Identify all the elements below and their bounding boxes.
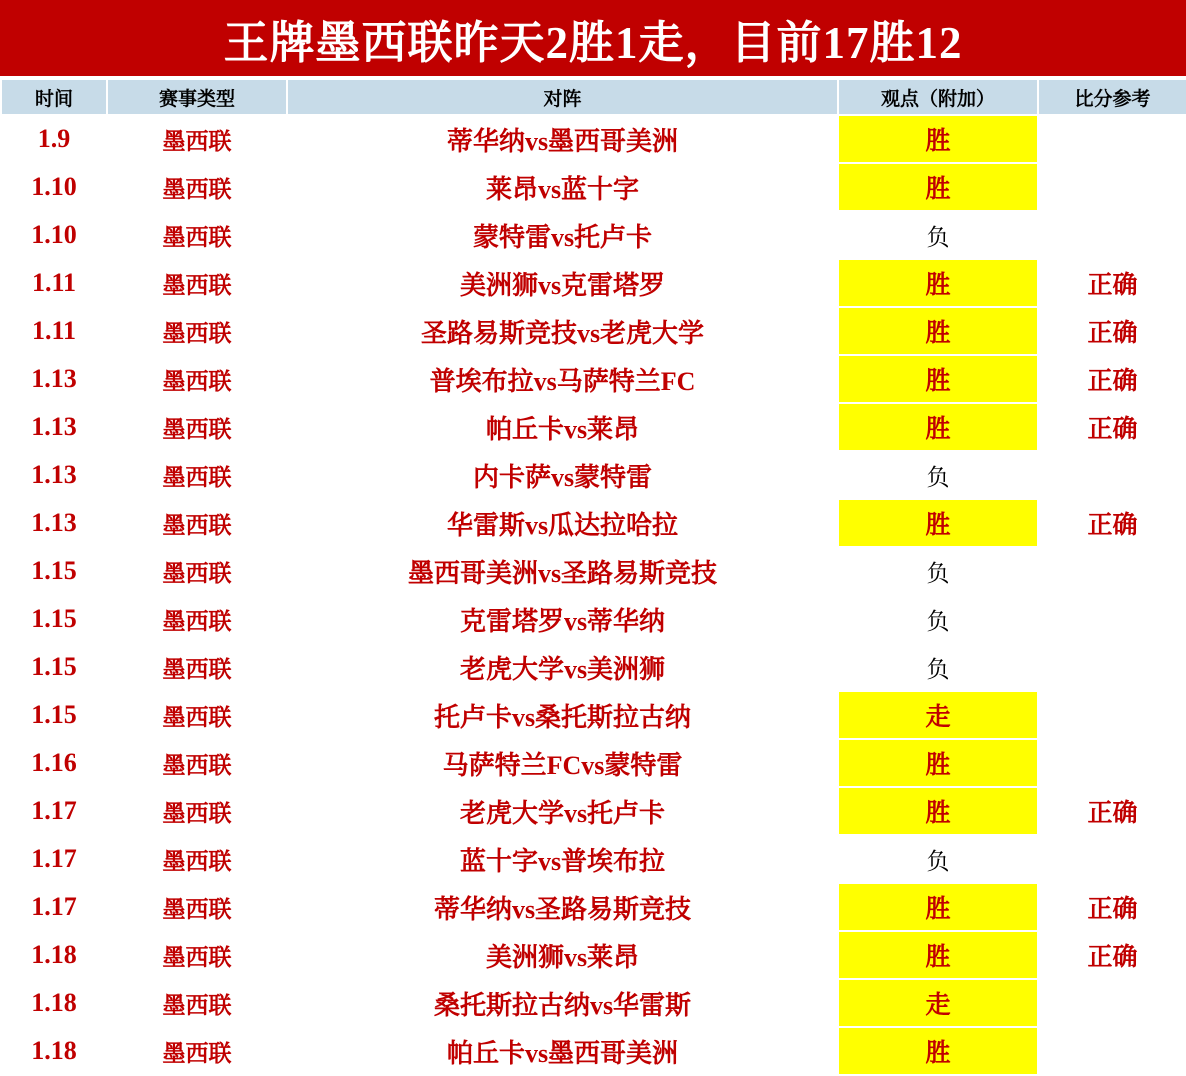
cell-time: 1.15 xyxy=(1,691,107,739)
cell-view: 胜 xyxy=(838,883,1038,931)
table-row xyxy=(1,883,1186,931)
cell-league: 墨西联 xyxy=(107,595,287,643)
cell-match: 圣路易斯竞技vs老虎大学 xyxy=(287,307,838,355)
cell-league: 墨西联 xyxy=(107,883,287,931)
column-header-view: 观点（附加） xyxy=(838,79,1038,115)
table-row xyxy=(1,739,1186,787)
table-row xyxy=(1,403,1186,451)
cell-score: 正确 xyxy=(1038,403,1186,451)
table-row xyxy=(1,595,1186,643)
cell-view: 走 xyxy=(838,691,1038,739)
cell-match: 普埃布拉vs马萨特兰FC xyxy=(287,355,838,403)
table-row xyxy=(1,499,1186,547)
cell-league: 墨西联 xyxy=(107,499,287,547)
cell-time: 1.17 xyxy=(1,787,107,835)
cell-score xyxy=(1038,643,1186,691)
cell-view: 负 xyxy=(838,211,1038,259)
cell-time: 1.11 xyxy=(1,307,107,355)
cell-view: 负 xyxy=(838,547,1038,595)
cell-time: 1.15 xyxy=(1,643,107,691)
column-header-time: 时间 xyxy=(1,79,107,115)
cell-match: 桑托斯拉古纳vs华雷斯 xyxy=(287,979,838,1027)
table-row xyxy=(1,451,1186,499)
cell-league: 墨西联 xyxy=(107,355,287,403)
cell-league: 墨西联 xyxy=(107,307,287,355)
cell-match: 蓝十字vs普埃布拉 xyxy=(287,835,838,883)
cell-league: 墨西联 xyxy=(107,547,287,595)
cell-view: 胜 xyxy=(838,931,1038,979)
column-header-league: 赛事类型 xyxy=(107,79,287,115)
page-title: 王牌墨西联昨天2胜1走，目前17胜12 xyxy=(223,17,963,68)
cell-match: 帕丘卡vs墨西哥美洲 xyxy=(287,1027,838,1075)
cell-view: 负 xyxy=(838,595,1038,643)
table-row xyxy=(1,163,1186,211)
title-banner xyxy=(0,0,1186,78)
cell-match: 华雷斯vs瓜达拉哈拉 xyxy=(287,499,838,547)
cell-league: 墨西联 xyxy=(107,259,287,307)
cell-view: 负 xyxy=(838,835,1038,883)
table-row xyxy=(1,787,1186,835)
cell-score xyxy=(1038,595,1186,643)
cell-view: 胜 xyxy=(838,307,1038,355)
cell-league: 墨西联 xyxy=(107,931,287,979)
cell-score xyxy=(1038,691,1186,739)
cell-time: 1.17 xyxy=(1,835,107,883)
cell-time: 1.13 xyxy=(1,451,107,499)
cell-league: 墨西联 xyxy=(107,451,287,499)
cell-time: 1.15 xyxy=(1,547,107,595)
table-row xyxy=(1,1027,1186,1075)
table-row xyxy=(1,643,1186,691)
cell-score: 正确 xyxy=(1038,931,1186,979)
column-header-score: 比分参考 xyxy=(1038,79,1186,115)
cell-match: 蒂华纳vs圣路易斯竞技 xyxy=(287,883,838,931)
cell-score xyxy=(1038,451,1186,499)
cell-score: 正确 xyxy=(1038,787,1186,835)
cell-score xyxy=(1038,163,1186,211)
cell-score: 正确 xyxy=(1038,499,1186,547)
cell-time: 1.16 xyxy=(1,739,107,787)
cell-view: 胜 xyxy=(838,739,1038,787)
cell-view: 胜 xyxy=(838,1027,1038,1075)
table-row xyxy=(1,355,1186,403)
cell-league: 墨西联 xyxy=(107,211,287,259)
cell-match: 蒂华纳vs墨西哥美洲 xyxy=(287,115,838,163)
cell-score xyxy=(1038,211,1186,259)
cell-match: 托卢卡vs桑托斯拉古纳 xyxy=(287,691,838,739)
cell-match: 墨西哥美洲vs圣路易斯竞技 xyxy=(287,547,838,595)
cell-time: 1.11 xyxy=(1,259,107,307)
cell-match: 内卡萨vs蒙特雷 xyxy=(287,451,838,499)
cell-time: 1.18 xyxy=(1,979,107,1027)
cell-view: 走 xyxy=(838,979,1038,1027)
cell-score xyxy=(1038,115,1186,163)
cell-view: 胜 xyxy=(838,499,1038,547)
cell-time: 1.13 xyxy=(1,403,107,451)
table-row xyxy=(1,691,1186,739)
cell-league: 墨西联 xyxy=(107,403,287,451)
cell-time: 1.10 xyxy=(1,211,107,259)
table-row xyxy=(1,307,1186,355)
cell-score: 正确 xyxy=(1038,883,1186,931)
cell-time: 1.15 xyxy=(1,595,107,643)
cell-league: 墨西联 xyxy=(107,739,287,787)
cell-league: 墨西联 xyxy=(107,691,287,739)
cell-league: 墨西联 xyxy=(107,163,287,211)
cell-view: 胜 xyxy=(838,115,1038,163)
cell-view: 胜 xyxy=(838,163,1038,211)
column-header-match: 对阵 xyxy=(287,79,838,115)
table-header xyxy=(1,79,1186,115)
cell-time: 1.17 xyxy=(1,883,107,931)
cell-time: 1.18 xyxy=(1,1027,107,1075)
cell-match: 老虎大学vs托卢卡 xyxy=(287,787,838,835)
cell-match: 美洲狮vs莱昂 xyxy=(287,931,838,979)
cell-league: 墨西联 xyxy=(107,835,287,883)
cell-league: 墨西联 xyxy=(107,643,287,691)
cell-time: 1.13 xyxy=(1,355,107,403)
table-row xyxy=(1,547,1186,595)
cell-league: 墨西联 xyxy=(107,115,287,163)
cell-score xyxy=(1038,739,1186,787)
cell-score xyxy=(1038,979,1186,1027)
table-row xyxy=(1,835,1186,883)
cell-league: 墨西联 xyxy=(107,1027,287,1075)
cell-match: 克雷塔罗vs蒂华纳 xyxy=(287,595,838,643)
cell-match: 蒙特雷vs托卢卡 xyxy=(287,211,838,259)
table-body xyxy=(1,115,1186,1075)
cell-score xyxy=(1038,1027,1186,1075)
cell-time: 1.9 xyxy=(1,115,107,163)
cell-match: 美洲狮vs克雷塔罗 xyxy=(287,259,838,307)
cell-match: 马萨特兰FCvs蒙特雷 xyxy=(287,739,838,787)
table-row xyxy=(1,115,1186,163)
match-table xyxy=(0,78,1186,1076)
cell-time: 1.13 xyxy=(1,499,107,547)
cell-view: 胜 xyxy=(838,259,1038,307)
cell-view: 负 xyxy=(838,643,1038,691)
cell-match: 莱昂vs蓝十字 xyxy=(287,163,838,211)
cell-view: 胜 xyxy=(838,787,1038,835)
cell-score xyxy=(1038,835,1186,883)
table-row xyxy=(1,259,1186,307)
table-row xyxy=(1,931,1186,979)
cell-match: 帕丘卡vs莱昂 xyxy=(287,403,838,451)
cell-time: 1.18 xyxy=(1,931,107,979)
cell-league: 墨西联 xyxy=(107,787,287,835)
table-header-row xyxy=(1,79,1186,115)
cell-score: 正确 xyxy=(1038,307,1186,355)
cell-score xyxy=(1038,547,1186,595)
cell-time: 1.10 xyxy=(1,163,107,211)
table-row xyxy=(1,979,1186,1027)
table-row xyxy=(1,211,1186,259)
cell-view: 胜 xyxy=(838,403,1038,451)
cell-score: 正确 xyxy=(1038,259,1186,307)
cell-score: 正确 xyxy=(1038,355,1186,403)
cell-league: 墨西联 xyxy=(107,979,287,1027)
cell-view: 负 xyxy=(838,451,1038,499)
cell-view: 胜 xyxy=(838,355,1038,403)
cell-match: 老虎大学vs美洲狮 xyxy=(287,643,838,691)
